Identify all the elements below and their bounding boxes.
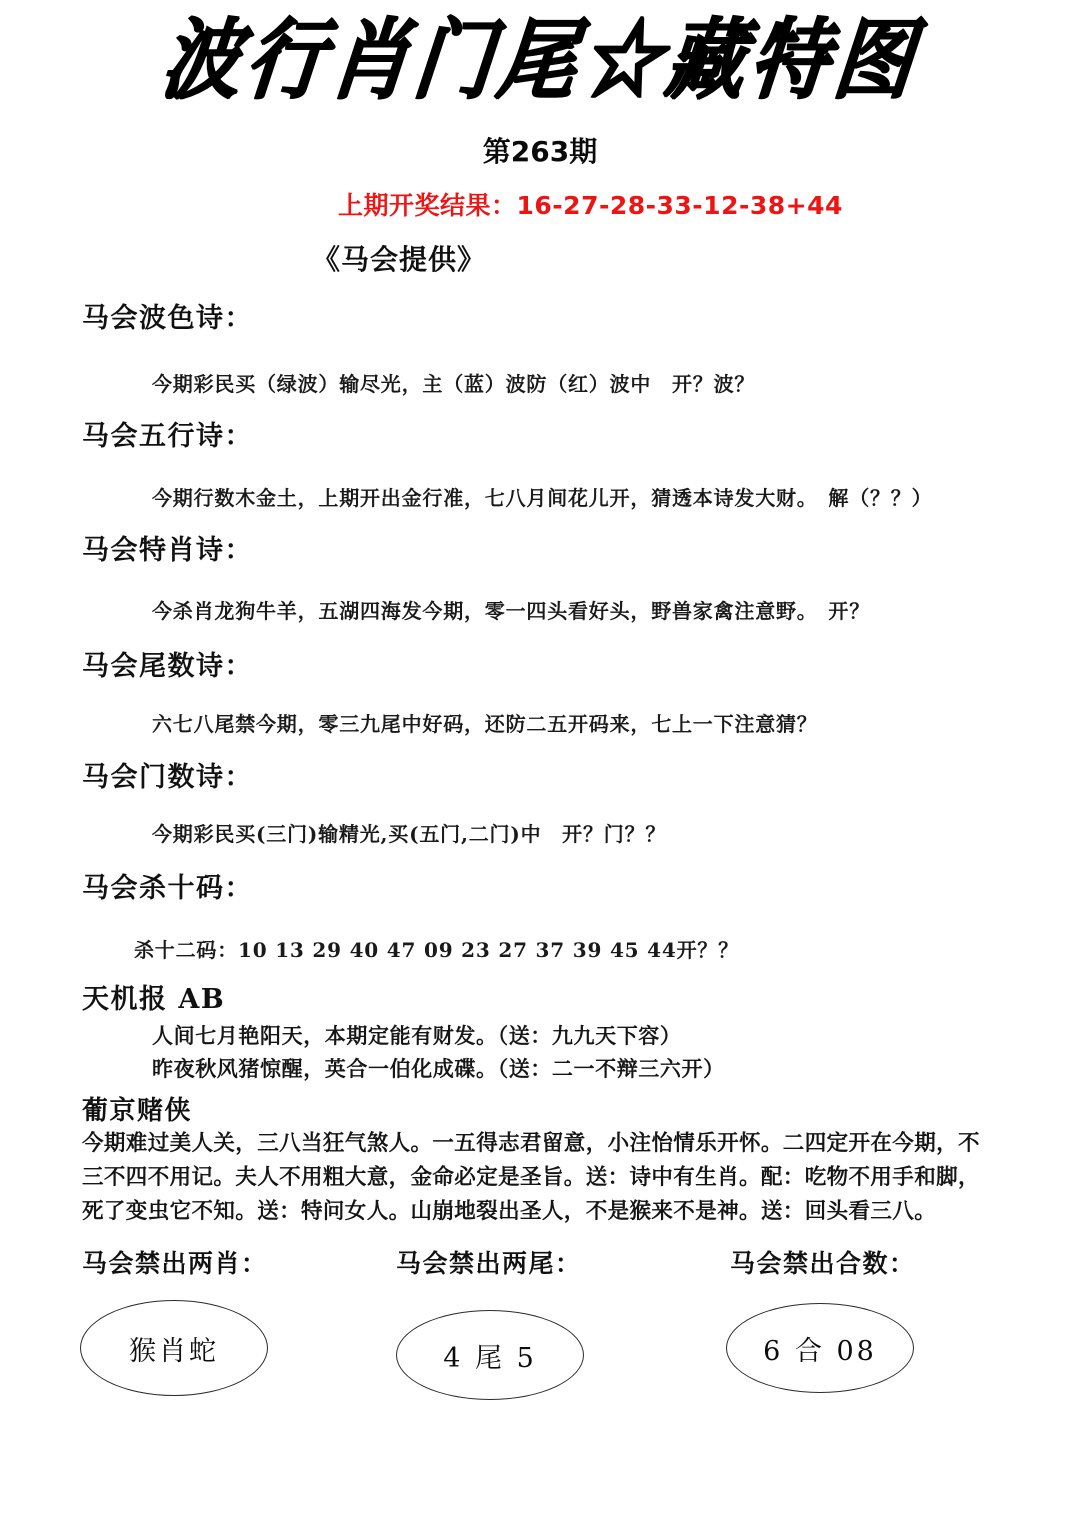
section-body-texiaoshi: 今杀肖龙狗牛羊，五湖四海发今期，零一四头看好头，野兽家禽注意野。 开？ — [152, 599, 870, 623]
forbid-value-sum: 6 合 08 — [763, 1335, 877, 1367]
section-heading-shashima: 马会杀十码： — [82, 873, 253, 904]
section-body-bosesi: 今期彩民买（绿波）输尽光，主（蓝）波防（红）波中 开？波？ — [152, 372, 756, 396]
section-heading-menshushi: 马会门数诗： — [82, 762, 253, 793]
page-title: 波行肖门尾☆藏特图 — [156, 9, 924, 112]
section-body-weishushi: 六七八尾禁今期，零三九尾中好码，还防二五开码来，七上一下注意猜？ — [152, 712, 818, 736]
forbid-label-sum: 马会禁出合数： — [730, 1249, 916, 1278]
section-heading-bosesi: 马会波色诗： — [82, 303, 253, 334]
section-body-shashima: 杀十二码：10 13 29 40 47 09 23 27 37 39 45 44开？？ — [134, 938, 739, 962]
forbid-oval-two-zodiac — [80, 1300, 268, 1396]
forbid-oval-two-tails — [396, 1310, 584, 1400]
forbid-value-two-tails: 4 尾 5 — [443, 1342, 537, 1374]
last-draw-numbers: 16-27-28-33-12-38+44 — [516, 191, 843, 220]
issue-number: 第263期 — [482, 135, 598, 168]
last-draw-result — [338, 186, 843, 222]
section-heading-pujingduxia: 葡京赌侠 — [82, 1096, 193, 1126]
section-body-wuxingshi: 今期行数木金土，上期开出金行准，七八月间花儿开，猜透本诗发大财。 解（？？） — [152, 486, 933, 510]
section-heading-wuxingshi: 马会五行诗： — [82, 421, 253, 452]
provider-note: 《马会提供》 — [312, 243, 487, 276]
tianjibao-line-2: 昨夜秋风猪惊醒，英合一伯化成碟。（送：二一不辩三六开） — [152, 1056, 725, 1081]
section-heading-weishushi: 马会尾数诗： — [82, 651, 253, 682]
forbid-value-two-zodiac: 猴肖蛇 — [129, 1335, 219, 1367]
forbid-label-two-zodiac: 马会禁出两肖： — [82, 1249, 268, 1278]
title-band — [0, 9, 1080, 112]
section-heading-texiaoshi: 马会特肖诗： — [82, 535, 253, 566]
forbid-oval-sum — [726, 1303, 914, 1393]
section-heading-tianjibao: 天机报 AB — [82, 984, 226, 1015]
pujingduxia-body: 今期难过美人关，三八当狂气煞人。一五得志君留意，小注怡情乐开怀。二四定开在今期，不三不四不用记。夫人不用粗大意，金命必定是圣旨。送：诗中有生肖。配：吃物不用手和脚，死了变虫它不知。送：特问女人。山崩地裂出圣人，不是猴来不是神。送：回头看三八。 — [82, 1131, 980, 1224]
last-draw-label: 上期开奖结果： — [338, 191, 517, 220]
tianjibao-line-1: 人间七月艳阳天，本期定能有财发。（送：九九天下容） — [152, 1023, 682, 1048]
section-body-menshushi: 今期彩民买(三门)输精光,买(五门,二门)中 开？门？？ — [152, 822, 667, 846]
forbid-label-two-tails: 马会禁出两尾： — [396, 1249, 582, 1278]
